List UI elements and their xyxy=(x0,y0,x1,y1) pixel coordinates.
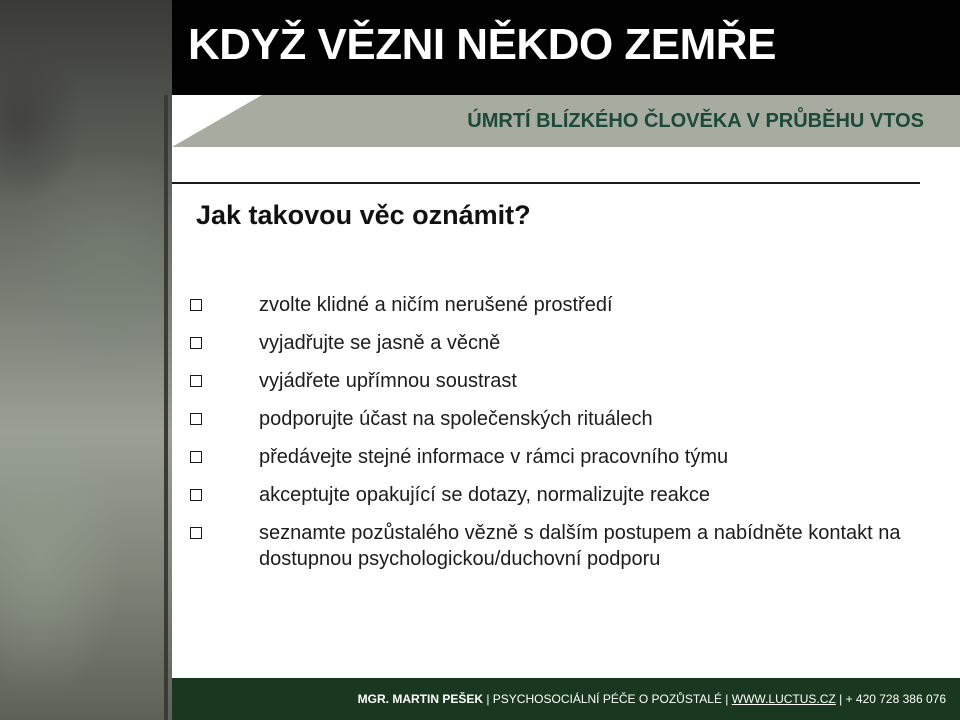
bullet-text: vyjádřete upřímnou soustrast xyxy=(259,370,517,392)
square-bullet-icon xyxy=(190,527,202,539)
footer-separator: | xyxy=(483,692,493,706)
slide-subtitle: ÚMRTÍ BLÍZKÉHO ČLOVĚKA V PRŮBĚHU VTOS xyxy=(467,110,924,132)
footer-phone: + 420 728 386 076 xyxy=(845,692,946,706)
list-item xyxy=(190,482,950,508)
bullet-list xyxy=(190,292,950,584)
square-bullet-icon xyxy=(190,299,202,311)
list-item xyxy=(190,406,950,432)
square-bullet-icon xyxy=(190,451,202,463)
square-bullet-icon xyxy=(190,337,202,349)
section-question: Jak takovou věc oznámit? xyxy=(196,200,531,230)
footer-separator: | xyxy=(835,692,846,706)
list-item xyxy=(190,292,950,318)
footer-separator: | xyxy=(721,692,732,706)
footer-organization: PSYCHOSOCIÁLNÍ PÉČE O POZŮSTALÉ xyxy=(492,692,722,706)
footer-author: MGR. MARTIN PEŠEK xyxy=(357,692,483,706)
list-item xyxy=(190,444,950,470)
list-item xyxy=(190,330,950,356)
square-bullet-icon xyxy=(190,375,202,387)
bullet-text: vyjadřujte se jasně a věcně xyxy=(259,332,501,354)
bullet-text: zvolte klidné a ničím nerušené prostředí xyxy=(259,294,613,316)
bullet-text: podporujte účast na společenských rituálech xyxy=(259,408,653,430)
footer-website-link[interactable]: WWW.LUCTUS.CZ xyxy=(731,692,836,706)
list-item xyxy=(190,520,950,572)
divider-rule xyxy=(172,182,920,184)
bullet-text: předávejte stejné informace v rámci pracovního týmu xyxy=(259,446,729,468)
left-divider xyxy=(164,95,168,720)
square-bullet-icon xyxy=(190,413,202,425)
list-item xyxy=(190,368,950,394)
left-texture-panel xyxy=(0,0,172,720)
bullet-text: seznamte pozůstalého vězně s dalším postupem a nabídněte kontakt na dostupnou psychologickou/duchovní podporu xyxy=(259,522,901,570)
slide-title: KDYŽ VĚZNI NĚKDO ZEMŘE xyxy=(188,20,776,69)
subtitle-wedge xyxy=(172,95,262,147)
footer-credits xyxy=(358,692,946,706)
bullet-text: akceptujte opakující se dotazy, normalizujte reakce xyxy=(259,484,710,506)
square-bullet-icon xyxy=(190,489,202,501)
